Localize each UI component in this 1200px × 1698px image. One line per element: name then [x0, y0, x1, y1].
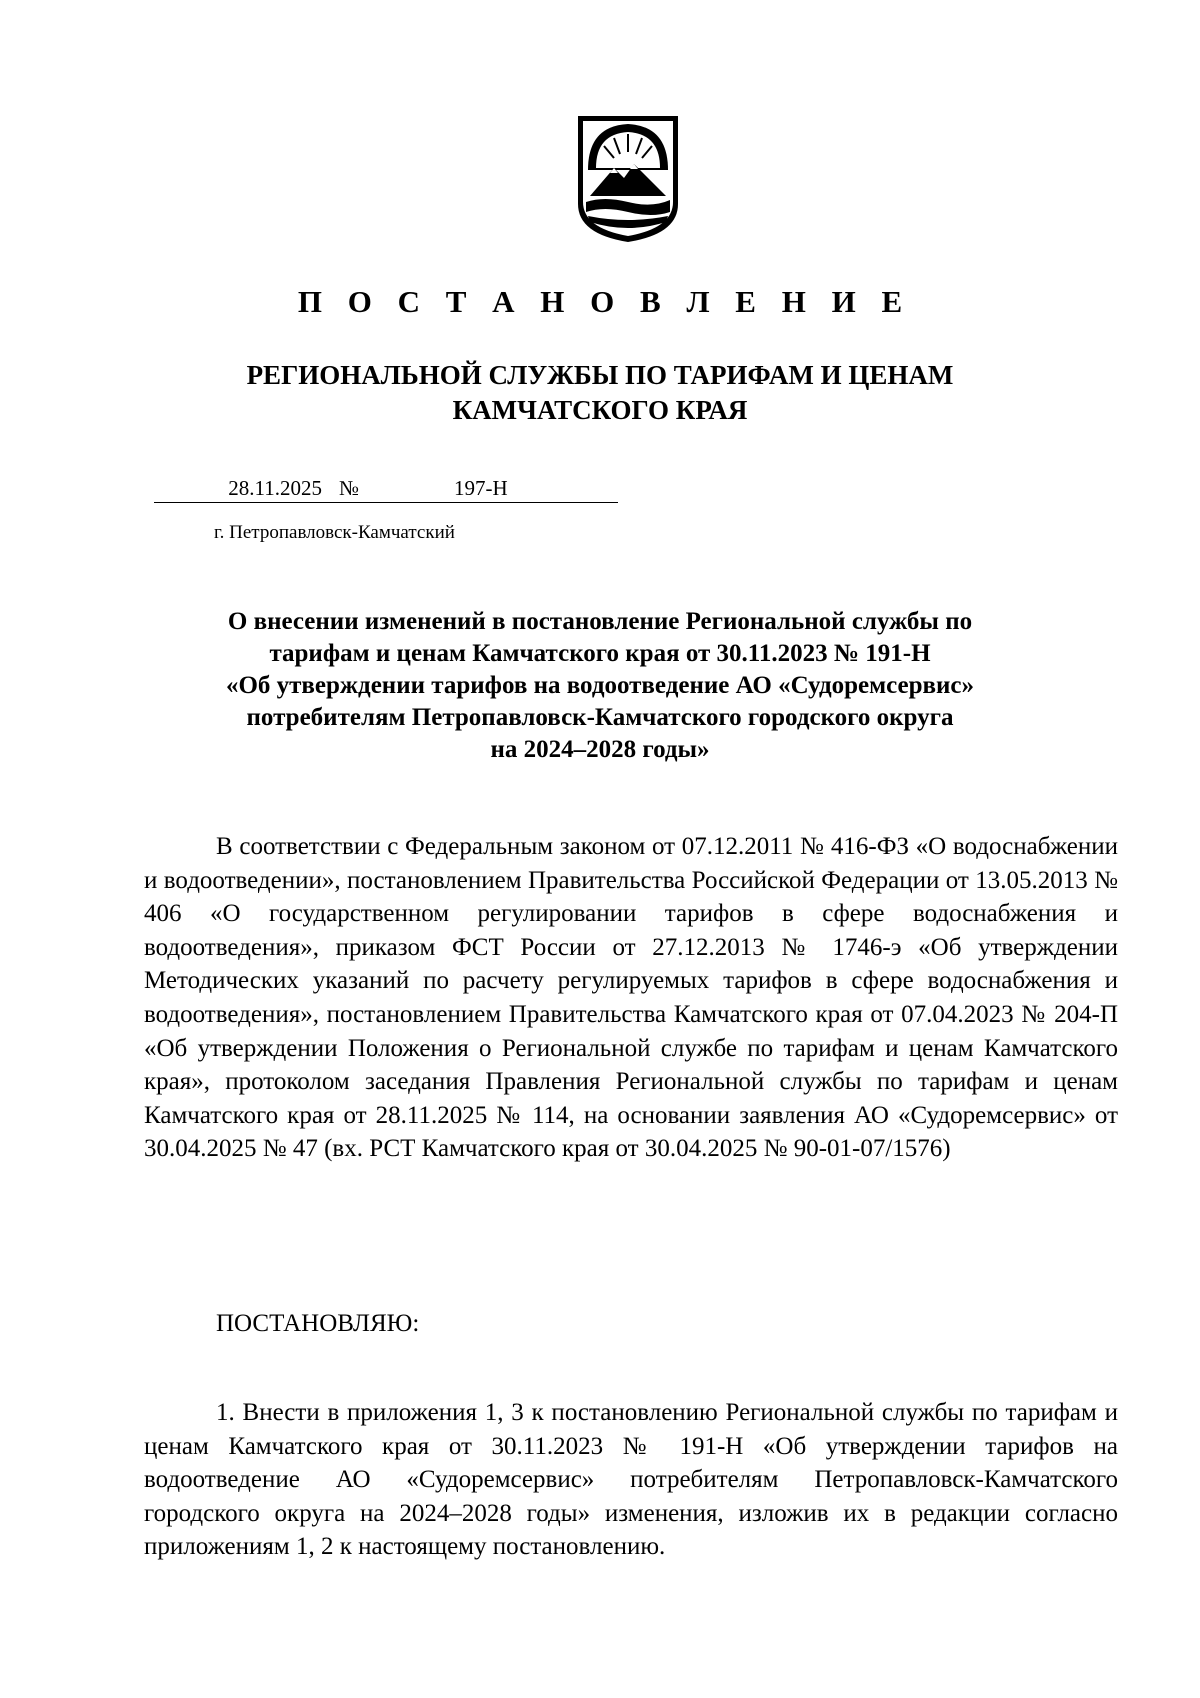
decree-item-1: 1. Внести в приложения 1, 3 к постановлению Региональной службы по тарифам и ценам Камчатского края от 30.11.2023 № 191-Н «Об утверждении тарифов на водоотведение АО «Судоремсервис» потребителям Петропавловск-Камчатского городского округа на 2024–2028 годы» изменения, изложив их в редакции согласно приложениям 1, 2 к настоящему постановлению. [144, 1399, 1118, 1561]
document-date: 28.11.2025 [154, 474, 330, 503]
legal-basis-paragraph: В соответствии с Федеральным законом от 07.12.2011 № 416-ФЗ «О водоснабжении и водоотведении», постановлением Правительства Российской Федерации от 13.05.2013 № 406 «О государственном регулировании тарифов в сфере водоснабжения и водоотведения», приказом ФСТ России от 27.12.2013 № 1746-э «Об утверждении Методических указаний по расчету регулируемых тарифов в сфере водоснабжения и водоотведения», постановлением Правительства Камчатского края от 07.04.2023 № 204-П «Об утверждении Положения о Региональной службе по тарифам и ценам Камчатского края», протоколом заседания Правления Региональной службы по тарифам и ценам Камчатского края от 28.11.2025 № 114, на основании заявления АО «Судоремсервис» от 30.04.2025 № 47 (вх. РСТ Камчатского края от 30.04.2025 № 90-01-07/1576) [144, 833, 1118, 1163]
kamchatka-coat-of-arms-icon [574, 112, 682, 244]
decree-word: ПОСТАНОВЛЯЮ: [216, 1310, 420, 1337]
document-type-title: П О С Т А Н О В Л Е Н И Е [297, 284, 912, 319]
subject-line-2: тарифам и ценам Камчатского края от 30.11.2023 № 191-Н [269, 640, 931, 667]
subject-line-4: потребителям Петропавловск-Камчатского городского округа [246, 704, 954, 731]
subject-line-5: на 2024–2028 годы» [490, 736, 710, 763]
subject-line-1: О внесении изменений в постановление Региональной службы по [227, 608, 973, 635]
issuing-agency [0, 358, 1200, 428]
number-sign: № [330, 474, 368, 503]
city-of-issue: г. Петропавловск-Камчатский [214, 522, 455, 543]
agency-line-2: КАМЧАТСКОГО КРАЯ [452, 395, 748, 425]
subject-line-3: «Об утверждении тарифов на водоотведение АО «Судоремсервис» [225, 672, 975, 699]
document-subject [170, 606, 1030, 766]
document-number: 197-Н [368, 474, 618, 503]
agency-line-1: РЕГИОНАЛЬНОЙ СЛУЖБЫ ПО ТАРИФАМ И ЦЕНАМ [246, 360, 954, 390]
